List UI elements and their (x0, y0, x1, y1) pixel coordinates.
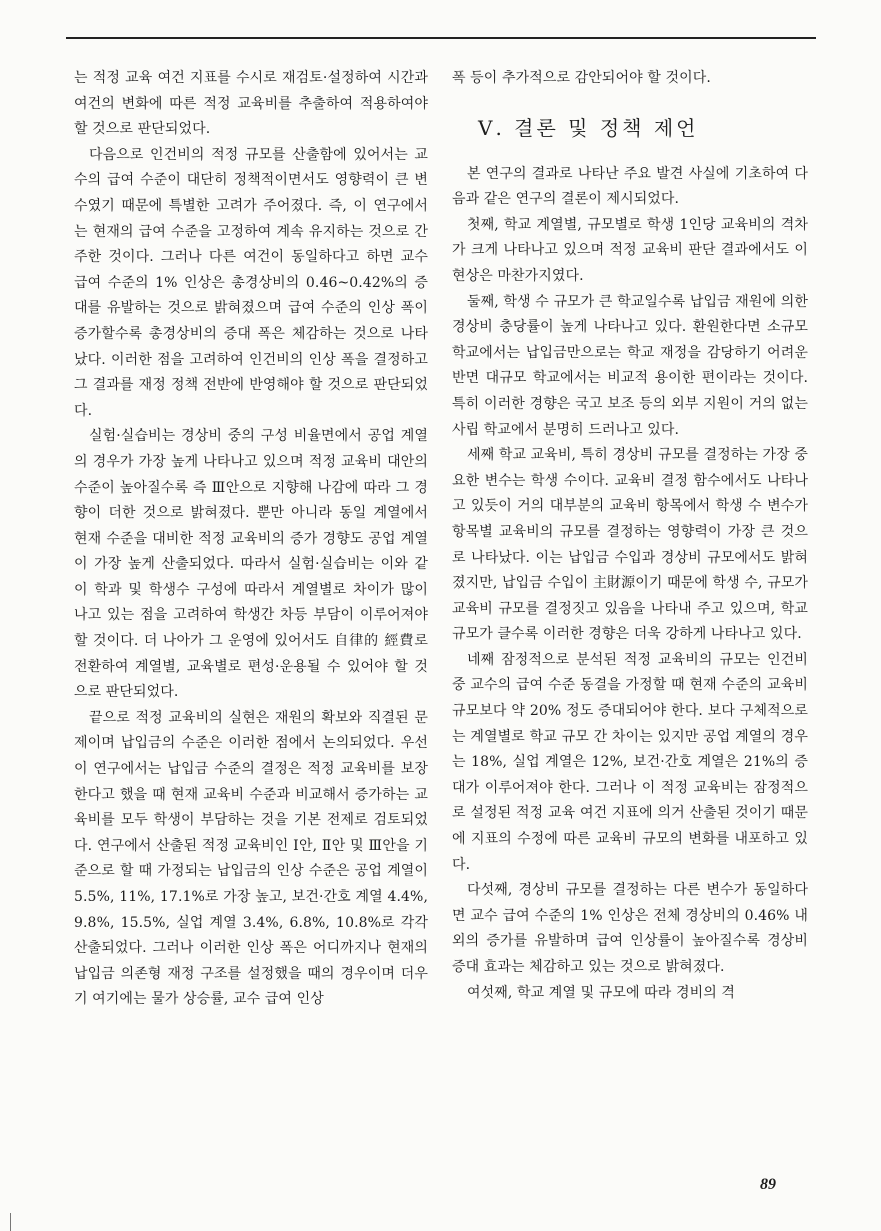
header-rule (66, 37, 816, 39)
paragraph: 본 연구의 결과로 나타난 주요 발견 사실에 기초하여 다음과 같은 연구의 결론이 제시되었다. (452, 165, 808, 208)
paragraph: 실험·실습비는 경상비 중의 구성 비율면에서 공업 계열의 경우가 가장 높게 나타나고 있으며 적정 교육비 대안의 수준이 높아질수록 즉 Ⅲ안으로 지향해 나감에 따라 그 경향이 더한 것으로 밝혀졌다. 뿐만 아니라 동일 계열에서 현재 수준을 대비한 적정 교육비의 증가 경향도 공업 계열이 가장 높게 산출되었다. 따라서 실험·실습비는 이와 같이 학과 및 학생수 구성에 따라서 계열별로 차이가 많이 나고 있는 점을 고려하여 학생간 차등 부담이 이루어져야 할 것이다. 더 나아가 그 운영에 있어서도 自律的 經費로 전환하여 계열별, 교육별로 편성·운용될 수 있어야 할 것으로 판단되었다. (74, 428, 428, 701)
paragraph: 여섯째, 학교 계열 및 규모에 따라 경비의 격 (467, 984, 736, 1001)
scan-edge-mark (10, 1213, 11, 1231)
paragraph: 는 적정 교육 여건 지표를 수시로 재검토·설정하여 시간과 여건의 변화에 따른 적정 교육비를 추출하여 적용하여야 할 것으로 판단되었다. (74, 70, 428, 138)
paragraph: 끝으로 적정 교육비의 실현은 재원의 확보와 직결된 문제이며 납입금의 수준은 이러한 점에서 논의되었다. 우선 이 연구에서는 납입금 수준의 결정은 적정 교육비를 보장한다고 했을 때 현재 교육비 수준과 비교해서 증가하는 교육비를 모두 학생이 부담하는 것을 기본 전제로 검토되었다. 연구에서 산출된 적정 교육비인 Ⅰ안, Ⅱ안 및 Ⅲ안을 기준으로 할 때 가정되는 납입금의 인상 수준은 공업 계열이 5.5%, 11%, 17.1%로 가장 높고, 보건·간호 계열 4.4%, 9.8%, 15.5%, 실업 계열 3.4%, 6.8%, 10.8%로 각각 산출되었다. 그러나 이러한 인상 폭은 어디까지나 현재의 납입금 의존형 재정 구조를 설정했을 때의 경우이며 더우기 여기에는 물가 상승률, 교수 급여 인상 (74, 709, 428, 1008)
paragraph: 둘째, 학생 수 규모가 큰 학교일수록 납입금 재원에 의한 경상비 충당률이 높게 나타나고 있다. 환원한다면 소규모 학교에서는 납입금만으로는 학교 재정을 감당하기 어려운 반면 대규모 학교에서는 비교적 용이한 편이라는 것이다. 특히 이러한 경향은 국고 보조 등의 외부 지원이 거의 없는 사립 학교에서 분명히 드러나고 있다. (452, 293, 808, 438)
page-number: 89 (760, 1176, 776, 1193)
paragraph: 다섯째, 경상비 규모를 결정하는 다른 변수가 동일하다면 교수 급여 수준의 1% 인상은 전체 경상비의 0.46% 내외의 증가를 유발하며 급여 인상률이 높아질수록 경상비 증대 효과는 체감하고 있는 것으로 밝혀졌다. (452, 882, 808, 975)
paragraph-continuation: 폭 등이 추가적으로 감안되어야 할 것이다. (452, 70, 711, 86)
left-column (74, 66, 428, 1013)
right-column (452, 66, 808, 1006)
section-heading: Ⅴ. 결론 및 정책 제언 (478, 115, 699, 140)
paragraph: 다음으로 인건비의 적정 규모를 산출함에 있어서는 교수의 급여 수준이 대단히 정책적이면서도 영향력이 큰 변수였기 때문에 특별한 고려가 주어졌다. 즉, 이 연구에서는 현재의 급여 수준을 고정하여 계속 유지하는 것으로 간주한 것이다. 그러나 다른 여건이 동일하다고 하면 교수 급여 수준의 1% 인상은 총경상비의 0.46~0.42%의 증대를 유발하는 것으로 밝혀졌으며 급여 수준의 인상 폭이 증가할수록 총경상비의 증대 폭은 체감하는 것으로 나타났다. 이러한 점을 고려하여 인건비의 인상 폭을 결정하고 그 결과를 재정 정책 전반에 반영해야 할 것으로 판단되었다. (74, 146, 428, 419)
paragraph: 첫째, 학교 계열별, 규모별로 학생 1인당 교육비의 격차가 크게 나타나고 있으며 적정 교육비 판단 결과에서도 이 현상은 마찬가지였다. (452, 216, 808, 284)
paragraph: 세째 학교 교육비, 특히 경상비 규모를 결정하는 가장 중요한 변수는 학생 수이다. 교육비 결정 함수에서도 나타나고 있듯이 거의 대부분의 교육비 항목에서 학생 수 변수가 항목별 교육비의 규모를 결정하는 영향력이 가장 큰 것으로 나타났다. 이는 납입금 수입과 경상비 규모에서도 밝혀졌지만, 납입금 수입이 主財源이기 때문에 학생 수, 규모가 교육비 규모를 결정짓고 있음을 나타내 주고 있으며, 학교 규모가 클수록 이러한 경향은 더욱 강하게 나타나고 있다. (452, 447, 808, 643)
paragraph: 네째 잠정적으로 분석된 적정 교육비의 규모는 인건비 중 교수의 급여 수준 동결을 가정할 때 현재 수준의 교육비 규모보다 약 20% 정도 증대되어야 한다. 보다 구체적으로는 계열별로 학교 규모 간 차이는 있지만 공업 계열의 경우는 18%, 실업 계열은 12%, 보건·간호 계열은 21%의 증대가 이루어져야 한다. 그러나 이 적정 교육비는 잠정적으로 설정된 적정 교육 여건 지표에 의거 산출된 것이기 때문에 지표의 수정에 따른 교육비 규모의 변화를 내포하고 있다. (452, 651, 808, 873)
